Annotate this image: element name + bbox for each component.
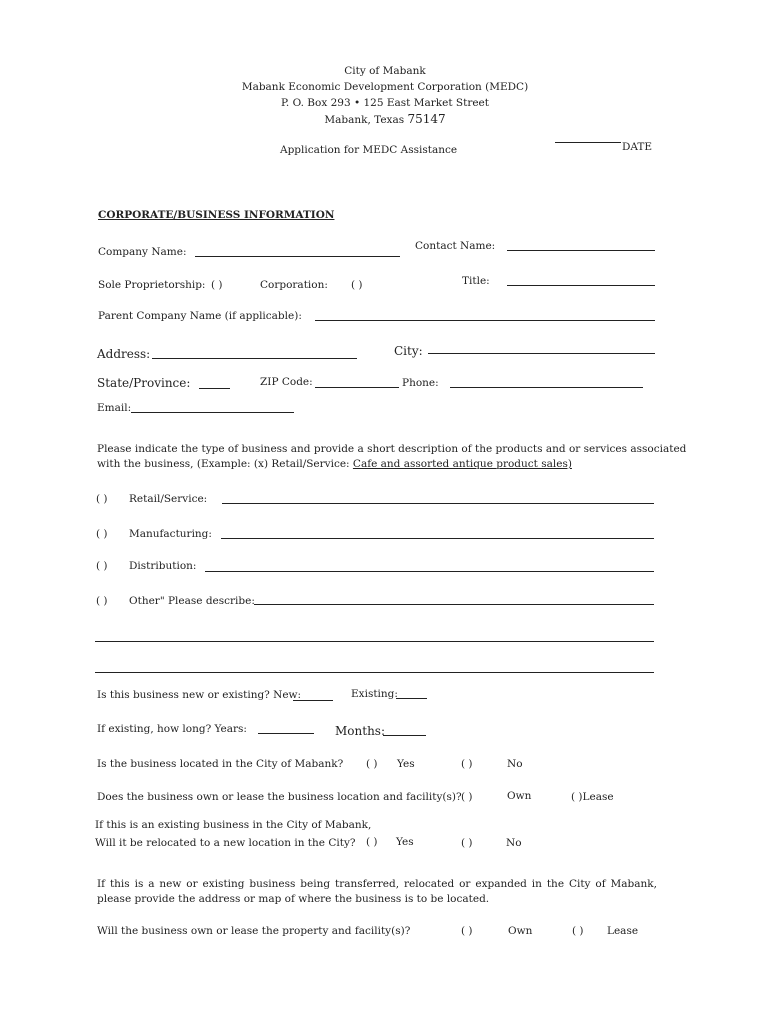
city-label: City: [394,344,423,358]
email-field[interactable] [131,412,294,413]
will-own-label: Own [508,925,533,937]
relocate-yes-checkbox[interactable]: ( ) [366,836,378,848]
lease-checkbox[interactable]: ( )Lease [571,791,614,803]
relocate-label-1: If this is an existing business in the City of Mabank, [95,819,372,831]
years-field[interactable] [258,733,314,734]
own-label: Own [507,790,532,802]
form-title: Application for MEDC Assistance [280,144,458,156]
parent-company-label: Parent Company Name (if applicable): [98,310,302,322]
other-field[interactable] [254,604,654,605]
instruction-example: Cafe and assorted antique product sales) [352,458,572,470]
relocate-yes-label: Yes [396,836,414,848]
company-name-label: Company Name: [98,246,187,258]
title-field[interactable] [507,285,655,286]
description-line-1[interactable] [95,641,654,642]
header-citystate [0,113,770,126]
header-city: City of Mabank [344,65,426,77]
zip-field[interactable] [315,387,399,388]
city-field[interactable] [428,353,655,354]
corporation-checkbox[interactable]: ( ) [351,279,363,291]
zip-label: ZIP Code: [260,376,313,388]
section-heading: CORPORATE/BUSINESS INFORMATION [98,209,335,221]
header-zip: 75147 [407,112,446,126]
retail-checkbox[interactable]: ( ) [96,493,108,505]
located-yes-checkbox[interactable]: ( ) [366,758,378,770]
existing-label: Existing: [351,688,398,700]
located-no-label: No [507,758,523,770]
retail-field[interactable] [222,503,654,504]
relocate-label-2: Will it be relocated to a new location in the City? [95,837,356,849]
manufacturing-checkbox[interactable]: ( ) [96,528,108,540]
transfer-paragraph: If this is a new or existing business being transferred, relocated or expanded in the City of Mabank, please provide the address or map of where the business is to be located. [97,878,657,905]
company-name-field[interactable] [195,256,400,257]
will-lease-checkbox[interactable]: ( ) [572,925,584,937]
title-label: Title: [462,275,490,287]
located-label: Is the business located in the City of Mabank? [97,758,344,770]
state-label: State/Province: [97,376,191,390]
own-checkbox[interactable]: ( ) [461,791,473,803]
manufacturing-label: Manufacturing: [129,528,212,540]
existing-field[interactable] [396,698,427,699]
months-field[interactable] [383,735,426,736]
located-no-checkbox[interactable]: ( ) [461,758,473,770]
months-label: Months: [335,724,385,738]
business-type-instruction-1: Please indicate the type of business and provide a short description of the products and or services associated [97,443,687,455]
header-org: Mabank Economic Development Corporation (MEDC) [241,81,529,93]
address-label: Address: [97,347,151,361]
distribution-label: Distribution: [129,560,197,572]
relocate-no-label: No [506,837,522,849]
other-label: Other" Please describe: [129,595,255,607]
address-field[interactable] [152,358,357,359]
sole-prop-checkbox[interactable]: ( ) [211,279,223,291]
header-address: P. O. Box 293 • 125 East Market Street [281,97,489,109]
corporation-label: Corporation: [260,279,328,291]
will-own-lease-label: Will the business own or lease the property and facility(s)? [97,925,411,937]
date-line[interactable] [555,142,621,143]
parent-company-field[interactable] [315,320,655,321]
own-lease-label: Does the business own or lease the business location and facility(s)? [97,791,462,803]
sole-prop-label: Sole Proprietorship: [98,279,206,291]
located-yes-label: Yes [397,758,415,770]
phone-label: Phone: [402,377,439,389]
email-label: Email: [97,402,132,414]
will-lease-label: Lease [607,925,639,937]
distribution-field[interactable] [205,571,654,572]
instruction-prefix: with the business, (Example: (x) Retail/Service: [97,458,353,470]
new-field[interactable] [293,700,333,701]
date-label: DATE [622,141,653,153]
new-existing-label: Is this business new or existing? New: [97,689,302,701]
will-own-checkbox[interactable]: ( ) [461,925,473,937]
how-long-label: If existing, how long? Years: [97,723,247,735]
relocate-no-checkbox[interactable]: ( ) [461,837,473,849]
other-checkbox[interactable]: ( ) [96,595,108,607]
header-citystate-text: Mabank, Texas [324,114,408,126]
contact-name-field[interactable] [507,250,655,251]
manufacturing-field[interactable] [221,538,654,539]
business-type-instruction-2 [97,459,572,470]
state-field[interactable] [199,388,230,389]
description-line-2[interactable] [95,672,654,673]
phone-field[interactable] [450,387,643,388]
contact-name-label: Contact Name: [415,240,496,252]
retail-label: Retail/Service: [129,493,208,505]
distribution-checkbox[interactable]: ( ) [96,560,108,572]
